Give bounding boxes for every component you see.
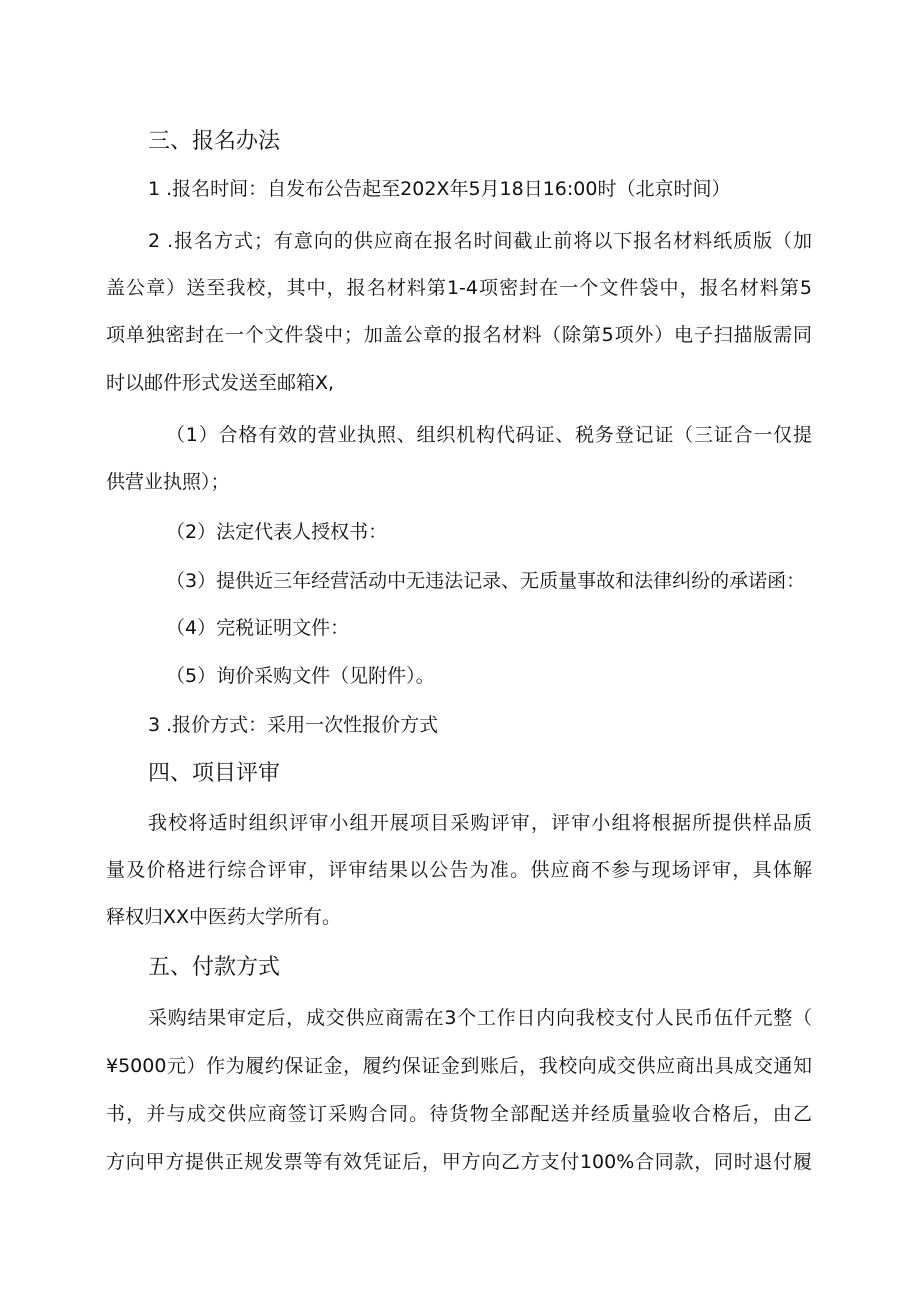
payment-para-line4: 方向甲方提供正规发票等有效凭证后，甲方向乙方支付100%合同款，同时退付履 [106, 1151, 812, 1173]
review-para-line1: 我校将适时组织评审小组开展项目采购评审，评审小组将根据所提供样品质 [148, 812, 812, 834]
registration-method-line3: 项单独密封在一个文件袋中；加盖公章的报名材料（除第5项外）电子扫描版需同 [106, 324, 812, 346]
registration-time: 1 .报名时间：自发布公告起至202X年5月18日16:00时（北京时间） [148, 178, 731, 200]
material-2: （2）法定代表人授权书： [166, 521, 388, 543]
review-para-line3: 释权归XX中医药大学所有。 [106, 906, 342, 928]
review-para-line2: 量及价格进行综合评审，评审结果以公告为准。供应商不参与现场评审，具体解 [106, 859, 812, 881]
payment-para-line1: 采购结果审定后，成交供应商需在3个工作日内向我校支付人民币伍仟元整（ [148, 1007, 812, 1029]
quotation-method: 3 .报价方式：采用一次性报价方式 [148, 714, 439, 736]
section-heading-payment: 五、付款方式 [148, 955, 281, 980]
material-1-line1: （1）合格有效的营业执照、组织机构代码证、税务登记证（三证合一仅提 [166, 424, 812, 446]
material-5: （5）询价采购文件（见附件）。 [166, 665, 435, 687]
material-1-line2: 供营业执照）； [106, 471, 230, 493]
material-3: （3）提供近三年经营活动中无违法记录、无质量事故和法律纠纷的承诺函： [166, 570, 806, 592]
payment-para-line3: 书，并与成交供应商签订采购合同。待货物全部配送并经质量验收合格后，由乙 [106, 1103, 812, 1125]
registration-method-line2: 盖公章）送至我校，其中，报名材料第1-4项密封在一个文件袋中，报名材料第5 [106, 277, 812, 299]
section-heading-registration: 三、报名办法 [148, 129, 281, 154]
payment-para-line2: ¥5000元）作为履约保证金，履约保证金到账后，我校向成交供应商出具成交通知 [106, 1055, 812, 1077]
registration-method-line4: 时以邮件形式发送至邮箱X, [106, 372, 335, 394]
section-heading-review: 四、项目评审 [148, 761, 281, 786]
registration-method-line1: 2 .报名方式；有意向的供应商在报名时间截止前将以下报名材料纸质版（加 [148, 230, 812, 252]
material-4: （4）完税证明文件： [166, 617, 350, 639]
